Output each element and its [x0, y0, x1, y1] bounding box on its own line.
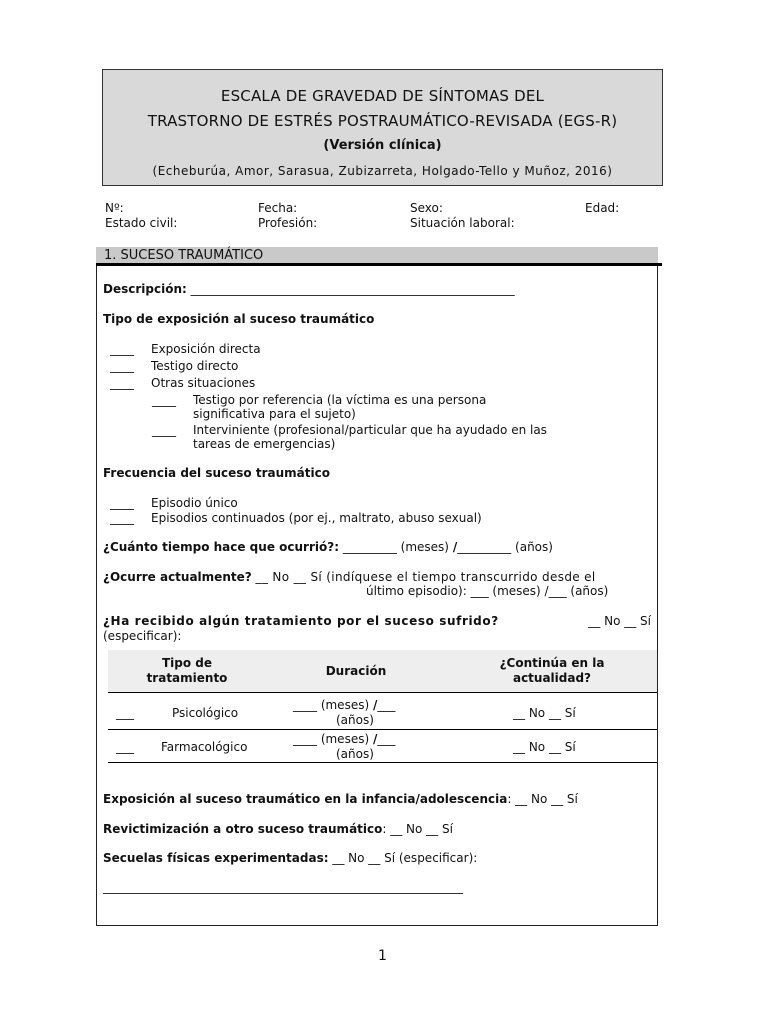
secuelas-line[interactable]: ____________________________________________________________ [103, 880, 463, 894]
cuanto-slash: / [452, 540, 458, 554]
row-farmacologico-label: Farmacológico [161, 740, 248, 754]
infancia-label: Exposición al suceso traumático en la infancia/adolescencia [103, 792, 508, 806]
blank-otras-situaciones[interactable]: ____ [110, 376, 134, 390]
revict-options[interactable]: : __ No __ Sí [382, 822, 453, 836]
blank-episodios-continuados[interactable]: ____ [110, 511, 134, 525]
tratamiento-especificar: (especificar): [103, 629, 182, 643]
tratamiento-options[interactable]: __ No __ Sí [588, 614, 651, 628]
row-farmacologico-blank[interactable]: ___ [116, 740, 134, 754]
blank-testigo-directo[interactable]: ____ [110, 359, 134, 373]
title-line-2: TRASTORNO DE ESTRÉS POSTRAUMÁTICO-REVISADA (EGS-R) [147, 112, 618, 130]
infancia-options[interactable]: : __ No __ Sí [507, 792, 578, 806]
table-rule-row1 [108, 729, 657, 730]
table-rule-row2 [108, 762, 657, 763]
actual-row [103, 570, 651, 584]
actual-tiempo[interactable]: último episodio): ___ (meses) /___ (años) [366, 584, 609, 598]
infancia-row [103, 792, 578, 806]
revict-label: Revictimización a otro suceso traumático [103, 822, 383, 836]
row-farmacologico-continua[interactable]: __ No __ Sí [513, 740, 576, 754]
table-col-continua [446, 656, 658, 686]
field-situacion-laboral: Situación laboral: [410, 216, 515, 230]
table-col-tipo [108, 656, 266, 686]
row-farmacologico-anios-blank: ___ [377, 732, 396, 746]
row-psicologico-slash: / [372, 698, 378, 712]
revict-row [103, 822, 453, 836]
table-col-continua-line1: ¿Continúa en la [499, 656, 605, 670]
field-estado-civil: Estado civil: [105, 216, 178, 230]
blank-exposicion-directa[interactable]: ____ [110, 342, 134, 356]
actual-label: ¿Ocurre actualmente? [103, 570, 252, 584]
table-rule-header [108, 692, 657, 693]
frecuencia-title: Frecuencia del suceso traumático [103, 466, 330, 480]
option-otras-situaciones: Otras situaciones [151, 376, 256, 390]
table-col-continua-line2: actualidad? [512, 671, 592, 685]
option-testigo-referencia: Testigo por referencia (la víctima es una persona [193, 393, 487, 407]
table-col-tipo-line2: tratamiento [146, 671, 228, 685]
cuanto-meses-unit: (meses) [400, 540, 449, 554]
actual-options[interactable]: __ No __ Sí (indíquese el tiempo transcurrido desde el [255, 570, 596, 584]
row-psicologico-continua[interactable]: __ No __ Sí [513, 706, 576, 720]
document-header [102, 69, 663, 186]
row-farmacologico-anios: (años) [336, 747, 374, 761]
descripcion-line[interactable]: ______________________________________________________ [190, 282, 515, 296]
field-sexo: Sexo: [410, 201, 443, 215]
exposicion-title: Tipo de exposición al suceso traumático [103, 312, 375, 326]
page-number: 1 [378, 948, 387, 964]
option-testigo-directo: Testigo directo [151, 359, 239, 373]
blank-episodio-unico[interactable]: ____ [110, 496, 134, 510]
option-testigo-referencia-cont: significativa para el sujeto) [193, 407, 356, 421]
row-psicologico-label: Psicológico [172, 706, 239, 720]
section-title: 1. SUCESO TRAUMÁTICO [104, 248, 264, 263]
field-fecha: Fecha: [258, 201, 298, 215]
option-episodios-continuados: Episodios continuados (por ej., maltrato, abuso sexual) [151, 511, 482, 525]
descripcion-row [103, 282, 515, 296]
field-num: Nº: [105, 201, 124, 215]
row-psicologico-duracion[interactable] [293, 698, 395, 712]
option-interviniente-cont: tareas de emergencias) [193, 437, 336, 451]
row-psicologico-anios: (años) [336, 713, 374, 727]
cuanto-label: ¿Cuánto tiempo hace que ocurrió?: [103, 540, 339, 554]
secuelas-row [103, 851, 477, 865]
row-psicologico-anios-blank: ___ [377, 698, 396, 712]
option-exposicion-directa: Exposición directa [151, 342, 261, 356]
row-farmacologico-duracion[interactable] [293, 732, 395, 746]
option-episodio-unico: Episodio único [151, 496, 238, 510]
cuanto-row [103, 540, 553, 554]
row-psicologico-meses: ____ (meses) [293, 698, 370, 712]
descripcion-label: Descripción: [103, 282, 187, 296]
blank-testigo-referencia[interactable]: ____ [152, 393, 176, 407]
secuelas-label: Secuelas físicas experimentadas: [103, 851, 329, 865]
option-interviniente: Interviniente (profesional/particular que ha ayudado en las [193, 423, 547, 437]
cuanto-anios-blank[interactable]: _________ [457, 540, 512, 554]
row-psicologico-blank[interactable]: ___ [116, 706, 134, 720]
cuanto-meses-blank[interactable]: _________ [342, 540, 397, 554]
title-line-1: ESCALA DE GRAVEDAD DE SÍNTOMAS DEL [220, 87, 545, 105]
secuelas-options[interactable]: __ No __ Sí (especificar): [332, 851, 478, 865]
table-col-tipo-line1: Tipo de [161, 656, 213, 670]
field-profesion: Profesión: [258, 216, 318, 230]
row-farmacologico-meses: ____ (meses) [293, 732, 370, 746]
authors-citation: (Echeburúa, Amor, Sarasua, Zubizarreta, Holgado-Tello y Muñoz, 2016) [152, 164, 613, 178]
version-label: (Versión clínica) [323, 138, 442, 153]
tratamiento-label: ¿Ha recibido algún tratamiento por el suceso sufrido? [103, 614, 499, 628]
row-farmacologico-slash: / [372, 732, 378, 746]
field-edad: Edad: [585, 201, 620, 215]
cuanto-anios-unit: (años) [515, 540, 553, 554]
table-col-duracion: Duración [325, 664, 387, 678]
tratamiento-row [103, 614, 651, 628]
blank-interviniente[interactable]: ____ [152, 423, 176, 437]
